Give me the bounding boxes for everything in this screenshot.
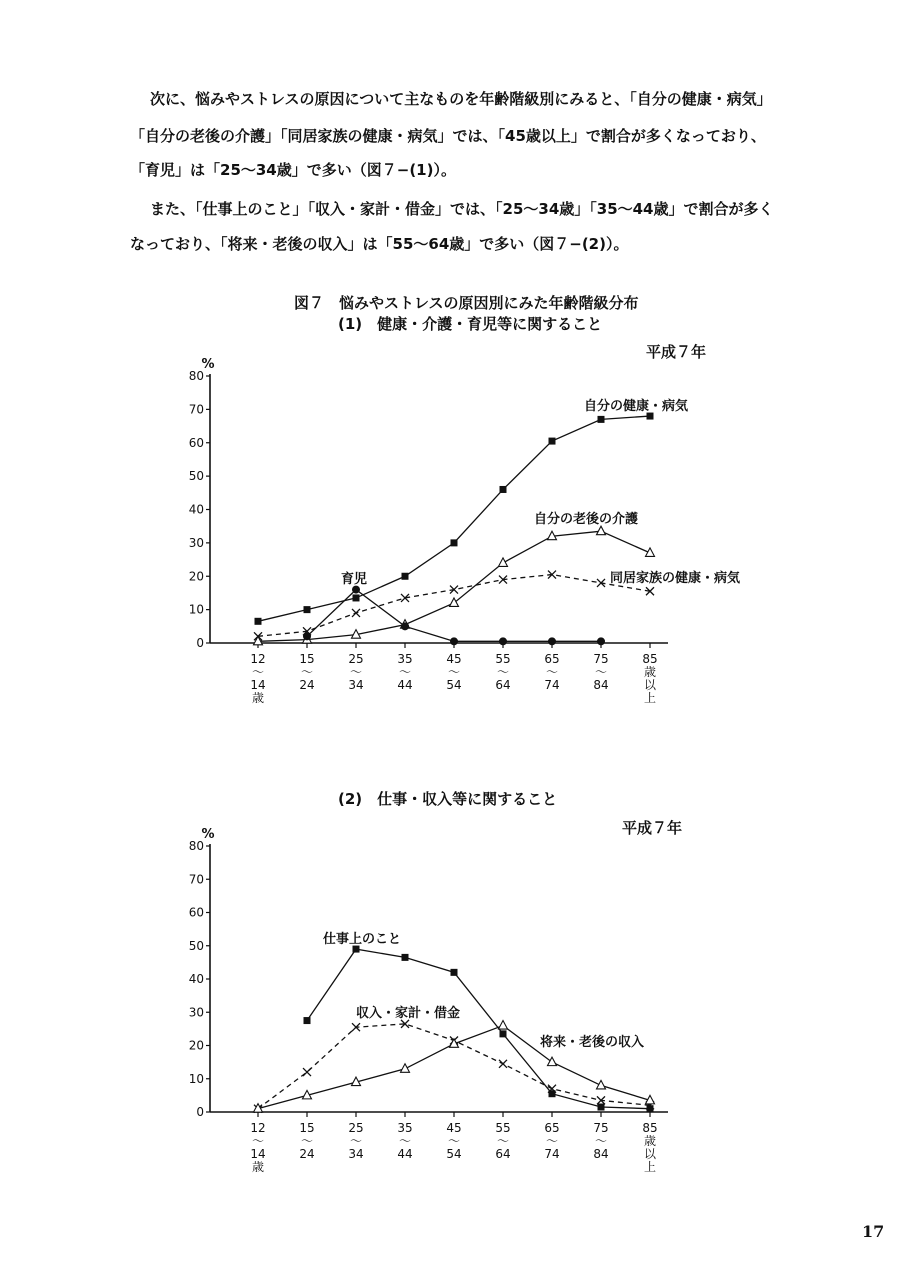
page-number: 17 bbox=[862, 1222, 885, 1241]
paragraph-2: 「自分の老後の介護」「同居家族の健康・病気」では、「45歳以上」で割合が多くなっており、 bbox=[130, 127, 766, 145]
data-point bbox=[499, 1060, 507, 1068]
y-tick-label: 70 bbox=[188, 872, 204, 887]
x-tick-label: 44 bbox=[397, 1147, 413, 1161]
x-tick-label: 74 bbox=[544, 1147, 560, 1161]
series-label: 収入・家計・借金 bbox=[355, 1006, 461, 1021]
x-tick-label: 歳 bbox=[643, 1134, 657, 1148]
chart2-era: 平成７年 bbox=[622, 819, 683, 837]
x-tick-label: 歳 bbox=[251, 1160, 265, 1174]
y-tick-label: 40 bbox=[188, 972, 204, 986]
x-tick-label: 以 bbox=[643, 1147, 657, 1161]
x-tick-label: 〜 bbox=[447, 1134, 461, 1148]
x-tick-label: 〜 bbox=[398, 1134, 412, 1148]
data-point bbox=[598, 1104, 605, 1111]
series-label: 仕事上のこと bbox=[322, 932, 402, 947]
x-tick-label: 75 bbox=[593, 1121, 609, 1135]
x-tick-label: 〜 bbox=[251, 1134, 265, 1148]
x-tick-label: 〜 bbox=[545, 1134, 559, 1148]
y-tick-label: 50 bbox=[188, 469, 204, 484]
x-tick-label: 〜 bbox=[300, 665, 314, 679]
x-tick-label: 14 bbox=[250, 1147, 266, 1161]
y-tick-label: 20 bbox=[188, 569, 204, 584]
y-tick-label: 80 bbox=[188, 369, 204, 383]
x-tick-label: 65 bbox=[544, 652, 560, 666]
x-tick-label: 25 bbox=[348, 652, 364, 666]
y-tick-label: 10 bbox=[188, 1071, 204, 1086]
x-tick-label: 85 bbox=[642, 1121, 658, 1135]
x-tick-label: 〜 bbox=[594, 1134, 608, 1148]
chart2-subtitle: (2) 仕事・収入等に関すること bbox=[338, 790, 558, 808]
x-tick-label: 〜 bbox=[496, 665, 510, 679]
x-tick-label: 45 bbox=[446, 652, 462, 666]
x-tick-label: 〜 bbox=[545, 665, 559, 679]
x-tick-label: 34 bbox=[348, 678, 364, 692]
data-point bbox=[303, 1068, 311, 1076]
x-tick-label: 65 bbox=[544, 1121, 560, 1135]
paragraph-1: 次に、悩みやストレスの原因について主なものを年齢階級別にみると、「自分の健康・病気」 bbox=[150, 90, 772, 108]
x-tick-label: 12 bbox=[250, 1121, 266, 1135]
x-tick-label: 84 bbox=[593, 678, 609, 692]
y-tick-label: 10 bbox=[188, 602, 204, 617]
chart1-subtitle: (1) 健康・介護・育児等に関すること bbox=[338, 315, 603, 333]
y-tick-label: 0 bbox=[196, 636, 204, 650]
y-axis-unit: % bbox=[201, 357, 215, 372]
x-tick-label: 45 bbox=[446, 1121, 462, 1135]
series-label: 同居家族の健康・病気 bbox=[610, 571, 741, 586]
x-tick-label: 歳 bbox=[643, 665, 657, 679]
x-tick-label: 44 bbox=[397, 678, 413, 692]
data-point bbox=[401, 1064, 410, 1073]
x-tick-label: 84 bbox=[593, 1147, 609, 1161]
x-tick-label: 以 bbox=[643, 678, 657, 692]
x-tick-label: 歳 bbox=[251, 691, 265, 705]
y-tick-label: 50 bbox=[188, 938, 204, 953]
x-tick-label: 上 bbox=[643, 1160, 657, 1174]
y-tick-label: 60 bbox=[188, 905, 204, 920]
y-tick-label: 30 bbox=[188, 1005, 204, 1020]
x-tick-label: 34 bbox=[348, 1147, 364, 1161]
x-tick-label: 〜 bbox=[447, 665, 461, 679]
data-point bbox=[500, 1030, 507, 1037]
y-tick-label: 20 bbox=[188, 1038, 204, 1053]
data-point bbox=[304, 1017, 311, 1024]
y-tick-label: 30 bbox=[188, 535, 204, 550]
data-point bbox=[597, 1080, 606, 1089]
x-tick-label: 15 bbox=[299, 652, 315, 666]
y-tick-label: 80 bbox=[188, 839, 204, 853]
x-tick-label: 64 bbox=[495, 678, 511, 692]
x-tick-label: 〜 bbox=[398, 665, 412, 679]
x-tick-label: 54 bbox=[446, 678, 462, 692]
paragraph-4: また、「仕事上のこと」「収入・家計・借金」では、「25〜34歳」「35〜44歳」で割合が多く bbox=[150, 200, 774, 218]
x-tick-label: 55 bbox=[495, 1121, 511, 1135]
y-axis-unit: % bbox=[201, 827, 215, 842]
x-tick-label: 〜 bbox=[594, 665, 608, 679]
x-tick-label: 85 bbox=[642, 652, 658, 666]
figure-title: 図７ 悩みやストレスの原因別にみた年齢階級分布 bbox=[294, 294, 639, 312]
series-label: 自分の健康・病気 bbox=[583, 399, 689, 414]
x-tick-label: 14 bbox=[250, 678, 266, 692]
data-point bbox=[548, 1057, 557, 1066]
data-point bbox=[451, 969, 458, 976]
data-point bbox=[402, 954, 409, 961]
series-label: 育児 bbox=[340, 572, 368, 587]
x-tick-label: 74 bbox=[544, 678, 560, 692]
x-tick-label: 25 bbox=[348, 1121, 364, 1135]
x-tick-label: 64 bbox=[495, 1147, 511, 1161]
x-tick-label: 上 bbox=[643, 691, 657, 705]
y-tick-label: 0 bbox=[196, 1105, 204, 1119]
x-tick-label: 〜 bbox=[349, 1134, 363, 1148]
x-tick-label: 〜 bbox=[496, 1134, 510, 1148]
x-tick-label: 15 bbox=[299, 1121, 315, 1135]
x-tick-label: 24 bbox=[299, 1147, 315, 1161]
x-tick-label: 54 bbox=[446, 1147, 462, 1161]
series-label: 将来・老後の収入 bbox=[539, 1035, 645, 1050]
y-tick-label: 40 bbox=[188, 502, 204, 517]
x-tick-label: 35 bbox=[397, 652, 413, 666]
paragraph-3: 「育児」は「25〜34歳」で多い（図７−(1)）。 bbox=[130, 161, 456, 179]
data-point bbox=[499, 1021, 508, 1030]
x-tick-label: 24 bbox=[299, 678, 315, 692]
x-tick-label: 55 bbox=[495, 652, 511, 666]
x-tick-label: 35 bbox=[397, 1121, 413, 1135]
chart1-era: 平成７年 bbox=[646, 343, 707, 361]
y-tick-label: 70 bbox=[188, 402, 204, 417]
paragraph-5: なっており、「将来・老後の収入」は「55〜64歳」で多い（図７−(2)）。 bbox=[130, 235, 629, 253]
x-tick-label: 〜 bbox=[300, 1134, 314, 1148]
x-tick-label: 〜 bbox=[349, 665, 363, 679]
x-tick-label: 12 bbox=[250, 652, 266, 666]
x-tick-label: 75 bbox=[593, 652, 609, 666]
x-tick-label: 〜 bbox=[251, 665, 265, 679]
y-tick-label: 60 bbox=[188, 435, 204, 450]
series-label: 自分の老後の介護 bbox=[533, 512, 639, 527]
